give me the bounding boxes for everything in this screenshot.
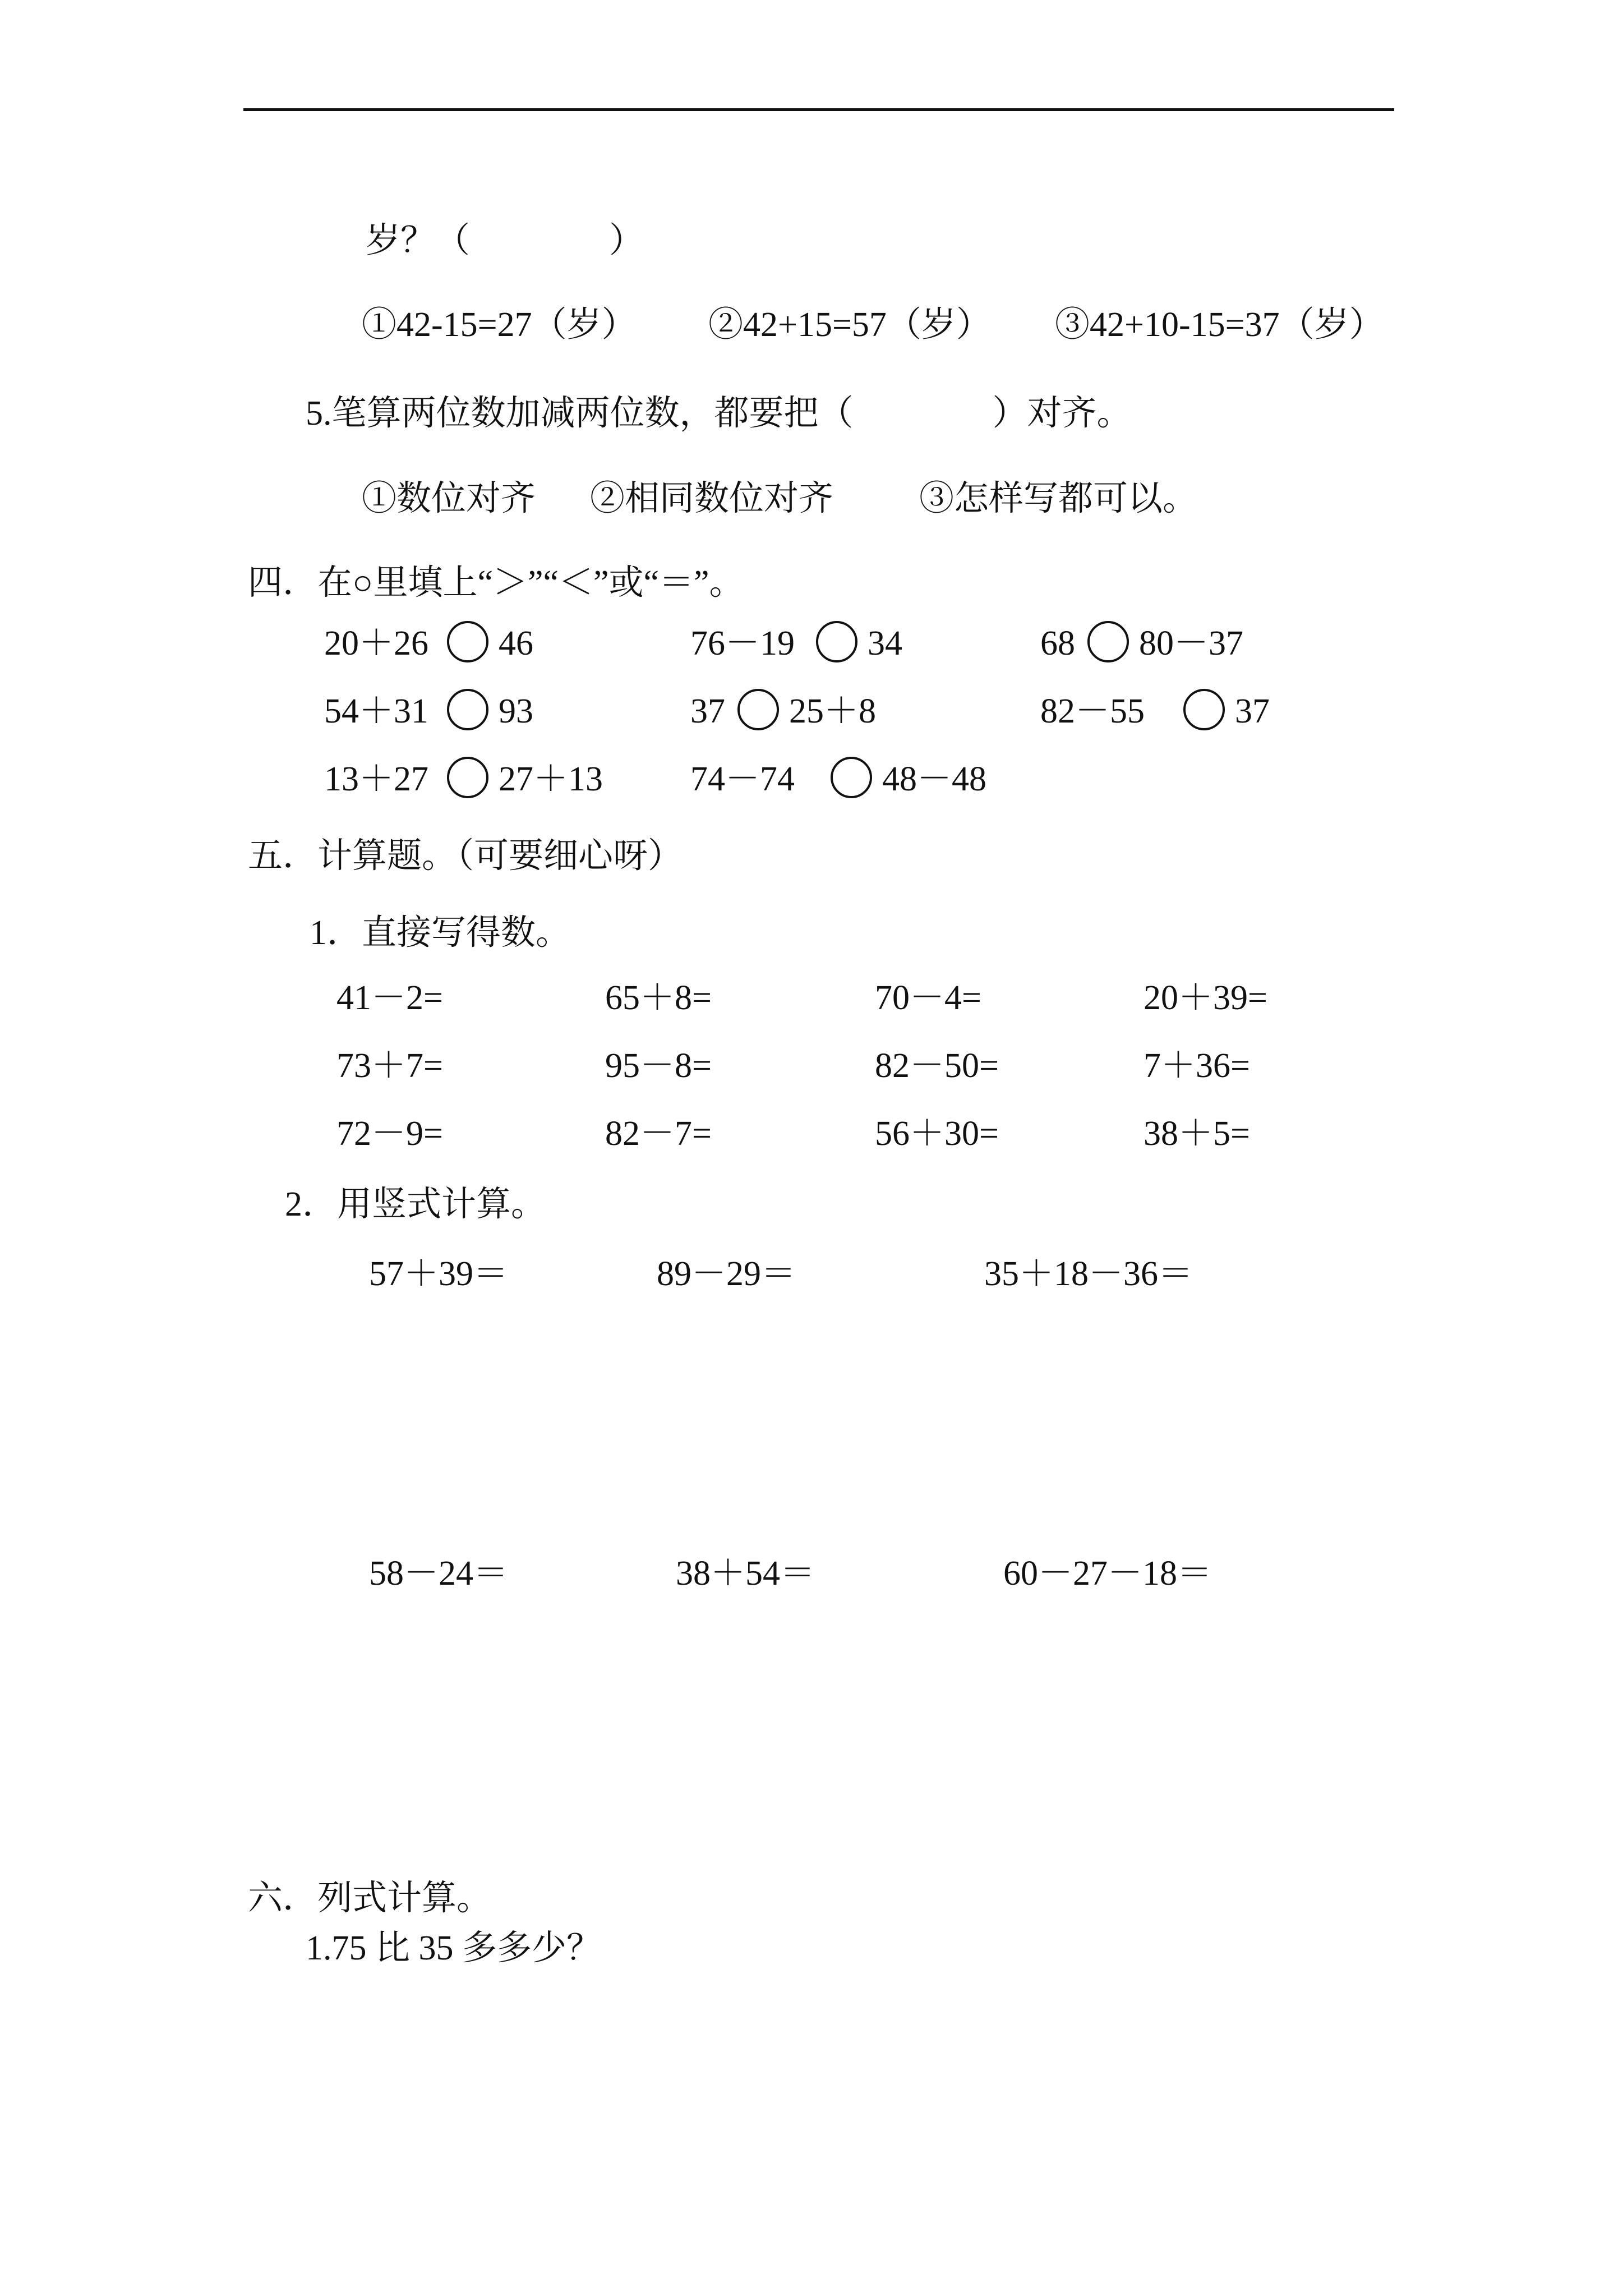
option-3: ③42+10-15=37（岁） [1055, 306, 1384, 344]
compare-right: 34 [868, 624, 902, 662]
compare-left: 74－74 [690, 760, 795, 798]
oral-calc-item: 70－4= [875, 979, 981, 1017]
compare-circle[interactable] [831, 757, 872, 798]
compare-circle[interactable] [1183, 689, 1225, 730]
option-1: ①42-15=27（岁） [362, 306, 637, 344]
compare-circle[interactable] [816, 621, 857, 662]
part-2-title: 2．用竖式计算。 [285, 1185, 546, 1223]
section-6-question-1: 1.75 比 35 多多少？ [306, 1929, 602, 1967]
vertical-calc-item: 60－27－18＝ [1003, 1554, 1212, 1593]
compare-circle[interactable] [1087, 621, 1129, 662]
section-5-title: 五．计算题。（可要细心呀） [248, 837, 683, 875]
header-rule [243, 108, 1394, 111]
oral-calc-item: 20＋39= [1144, 979, 1267, 1017]
question-5: 5.笔算两位数加减两位数，都要把（ ）对齐。 [306, 394, 1132, 432]
compare-left: 68 [1040, 624, 1075, 662]
oral-calc-item: 73＋7= [336, 1047, 443, 1085]
section-6-title: 六．列式计算。 [248, 1879, 492, 1917]
compare-circle[interactable] [737, 689, 779, 730]
compare-left: 13＋27 [324, 760, 429, 798]
oral-calc-item: 38＋5= [1144, 1115, 1250, 1153]
compare-right: 27＋13 [499, 760, 603, 798]
compare-right: 93 [499, 692, 533, 730]
vertical-calc-item: 35＋18－36＝ [984, 1255, 1193, 1293]
section-4-title: 四．在○里填上“＞”“＜”或“＝”。 [248, 564, 744, 602]
option-2: ②42+15=57（岁） [708, 306, 991, 344]
compare-circle[interactable] [447, 689, 488, 730]
compare-right: 37 [1235, 692, 1270, 730]
compare-left: 54＋31 [324, 692, 429, 730]
question-fragment: 岁？（ ） [366, 222, 644, 260]
compare-left: 37 [690, 692, 725, 730]
compare-left: 82－55 [1040, 692, 1145, 730]
compare-left: 76－19 [690, 624, 795, 662]
compare-right: 25＋8 [789, 692, 877, 730]
oral-calc-item: 72－9= [336, 1115, 443, 1153]
compare-circle[interactable] [447, 757, 488, 798]
compare-right: 46 [499, 624, 533, 662]
q5-option-2: ②相同数位对齐 [590, 480, 834, 518]
oral-calc-item: 41－2= [336, 979, 443, 1017]
oral-calc-item: 82－50= [875, 1047, 999, 1085]
vertical-calc-item: 89－29＝ [657, 1255, 796, 1293]
vertical-calc-item: 57＋39＝ [369, 1255, 509, 1293]
q5-option-3: ③怎样写都可以。 [919, 480, 1198, 518]
compare-left: 20＋26 [324, 624, 429, 662]
oral-calc-item: 56＋30= [875, 1115, 999, 1153]
vertical-calc-item: 58－24＝ [369, 1554, 509, 1593]
oral-calc-item: 82－7= [605, 1115, 712, 1153]
oral-calc-item: 65＋8= [605, 979, 712, 1017]
oral-calc-item: 7＋36= [1144, 1047, 1250, 1085]
compare-circle[interactable] [447, 621, 488, 662]
compare-right: 48－48 [882, 760, 987, 798]
q5-option-1: ①数位对齐 [362, 480, 536, 518]
vertical-calc-item: 38＋54＝ [676, 1554, 815, 1593]
oral-calc-item: 95－8= [605, 1047, 712, 1085]
part-1-title: 1．直接写得数。 [310, 914, 571, 952]
compare-right: 80－37 [1139, 624, 1244, 662]
